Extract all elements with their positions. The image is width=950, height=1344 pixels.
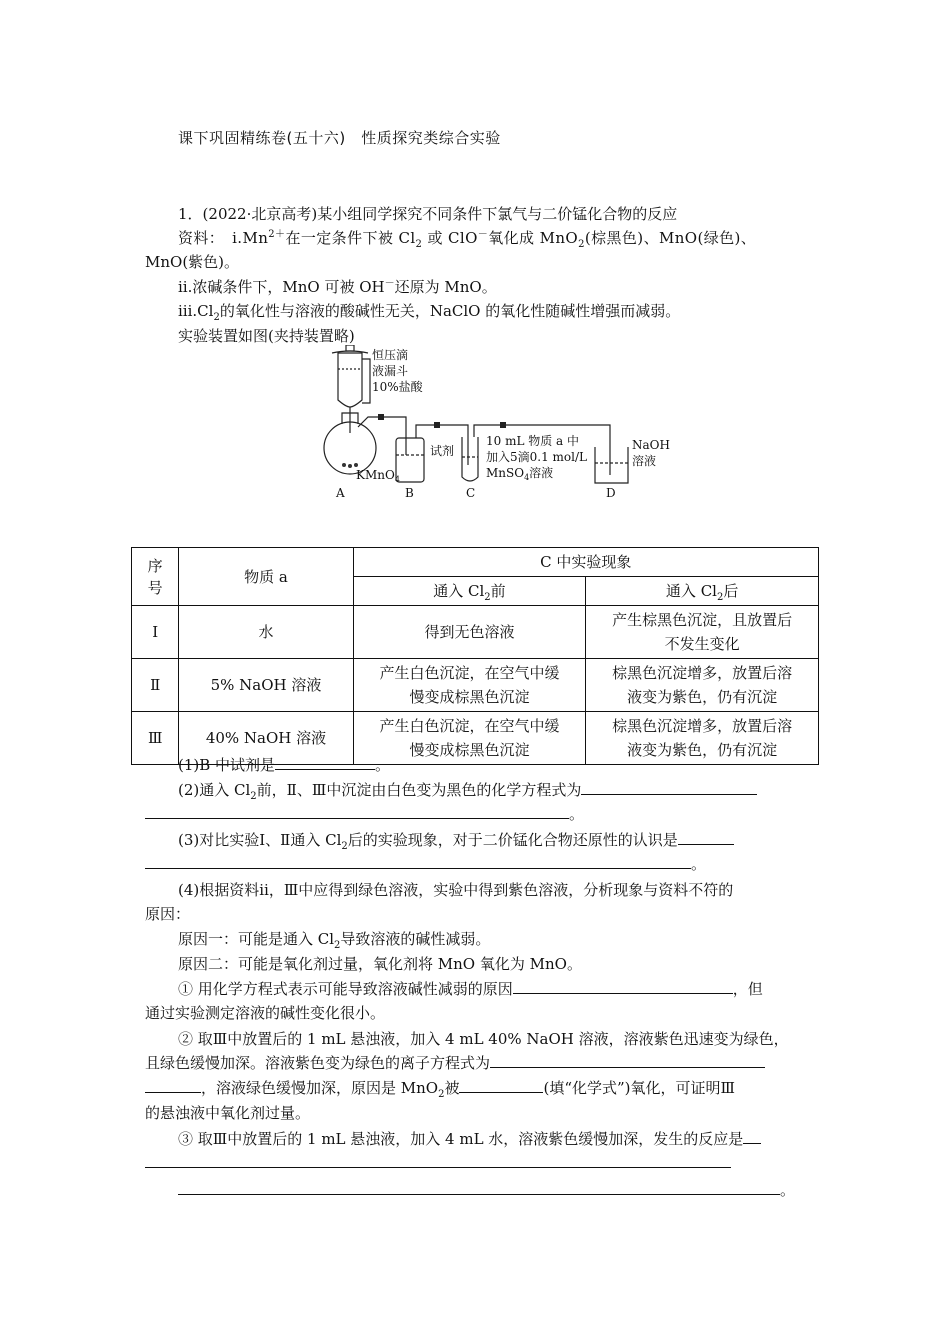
header-after: 通入 $Cl_2$后	[586, 577, 819, 606]
clamp-1	[378, 414, 384, 420]
kmno4-label: KMnO$_4$	[356, 468, 400, 484]
question-intro	[178, 204, 677, 224]
sub-question-2: ② 取Ⅲ中放置后的 1 mL 悬浊液，加入 4 mL 40% NaOH 溶液，溶液紫色迅速变为绿色，	[178, 1030, 789, 1048]
funnel-label-1: 恒压滴	[372, 348, 409, 362]
naoh-label-2: 溶液	[632, 454, 657, 468]
beaker-d	[595, 447, 628, 483]
sub-question-3: ③ 取Ⅲ中放置后的 1 mL 悬浊液，加入 4 mL 水，溶液紫色缓慢加深，发生的反应是	[178, 1129, 761, 1149]
question-text: 某小组同学探究不同条件下氯气与二价锰化合物的反应	[317, 205, 678, 223]
answer-blank-s3b[interactable]	[145, 1153, 731, 1168]
funnel-label-3: 10%盐酸	[372, 380, 423, 394]
pressure-tube	[362, 359, 370, 403]
label-c: C	[466, 486, 476, 500]
apparatus-figure	[310, 345, 690, 505]
sub-question-2-line4: 的悬浊液中氧化剂过量。	[145, 1104, 311, 1122]
answer-blank-s3a[interactable]	[743, 1129, 761, 1144]
sub-question-2-line2: 且绿色缓慢加深。溶液紫色变为绿色的离子方程式为	[145, 1053, 765, 1073]
question-number: 1．	[178, 205, 203, 223]
page-title: 课下巩固精练卷(五十六) 性质探究类综合实验	[178, 129, 501, 147]
sub-question-3-line2	[145, 1153, 731, 1173]
sub-question-2-line3: ，溶液绿色缓慢加深，原因是 MnO$_2$被 (填“化学式”)氧化，可证明Ⅲ	[145, 1078, 735, 1098]
reagent-label: 试剂	[430, 444, 455, 458]
sub-question-1-line2: 通过实验测定溶液的碱性变化很小。	[145, 1004, 386, 1022]
label-b: B	[405, 486, 414, 500]
answer-blank-2b[interactable]	[145, 804, 569, 819]
answer-blank-s2a[interactable]	[490, 1053, 765, 1068]
apparatus-intro: 实验装置如图(夹持装置略)	[178, 327, 355, 345]
answer-blank-3b[interactable]	[145, 854, 691, 869]
answer-blank-1[interactable]	[275, 755, 375, 770]
answer-blank-s2c[interactable]	[459, 1078, 543, 1093]
info-i: 资料： $ⅰ.Mn^{2+}$在一定条件下被 $Cl_2$ 或 ClO－氧化成 MnO$_2$(棕黑色)、MnO(绿色)、	[178, 229, 757, 250]
sub-question-1: ① 用化学方程式表示可能导致溶液碱性减弱的原因 ，但	[178, 980, 763, 998]
table-header-row	[132, 548, 819, 577]
info-ii: ⅱ.浓碱条件下，MnO 可被 OH－还原为 MnO。	[178, 278, 497, 296]
sub-question-3-line3: 。	[178, 1180, 795, 1200]
answer-blank-s2b[interactable]	[145, 1078, 201, 1093]
experiment-table	[131, 547, 819, 765]
question-2: (2)通入 $Cl_2$前，Ⅱ、Ⅲ中沉淀由白色变为黑色的化学方程式为	[178, 780, 757, 800]
table-row: Ⅰ 水 得到无色溶液 产生棕黑色沉淀，且放置后 不发生变化	[132, 606, 819, 659]
funnel-stopper	[346, 345, 354, 351]
funnel-label-2: 液漏斗	[372, 364, 409, 378]
info-i-line2: MnO(紫色)。	[145, 253, 240, 271]
answer-blank-s3c[interactable]	[178, 1180, 780, 1195]
header-seq: 序 号	[132, 548, 179, 606]
dropping-funnel	[338, 353, 362, 407]
question-4: (4)根据资料ⅱ，Ⅲ中应得到绿色溶液，实验中得到紫色溶液，分析现象与资料不符的	[178, 881, 734, 899]
test-tube-c	[462, 437, 478, 481]
tube-a-b	[358, 417, 406, 455]
header-phenomenon: C 中实验现象	[353, 548, 818, 577]
reason-1: 原因一：可能是通入 $Cl_2$导致溶液的碱性减弱。	[178, 930, 491, 951]
header-before: 通入 $Cl_2$前	[353, 577, 586, 606]
c-label-1: 10 mL 物质 a 中	[486, 434, 580, 448]
bottle-b	[396, 438, 424, 482]
c-label-2: 加入5滴0.1 mol/L	[486, 450, 587, 464]
question-3-line2: 。	[145, 854, 706, 874]
question-4-line2: 原因：	[145, 905, 191, 923]
question-3: (3)对比实验Ⅰ、Ⅱ通入 $Cl_2$后的实验现象，对于二价锰化合物还原性的认识是	[178, 830, 734, 850]
question-2-line2: 。	[145, 804, 584, 824]
naoh-label-1: NaOH	[632, 438, 670, 452]
answer-blank-2a[interactable]	[581, 780, 757, 795]
clamp-3	[500, 422, 506, 428]
reason-2: 原因二：可能是氧化剂过量，氧化剂将 MnO 氧化为 MnO。	[178, 955, 582, 973]
label-a: A	[336, 486, 345, 500]
question-source: (2022·北京高考)	[202, 205, 318, 223]
clamp-2	[434, 422, 440, 428]
label-d: D	[606, 486, 616, 500]
header-substance: 物质 a	[179, 548, 353, 606]
question-1: (1)B 中试剂是 。	[178, 756, 391, 774]
info-iii: $ⅲ.Cl_2$的氧化性与溶液的酸碱性无关，NaClO 的氧化性随碱性增强而减弱。	[178, 302, 681, 323]
c-label-3: MnSO$_4$溶液	[486, 466, 554, 482]
table-row: Ⅲ 40% NaOH 溶液 产生白色沉淀，在空气中缓 慢变成棕黑色沉淀 棕黑色沉淀增多，放置后溶 液变为紫色，仍有沉淀	[132, 712, 819, 765]
answer-blank-s1[interactable]	[513, 979, 733, 994]
table-row: Ⅱ 5% NaOH 溶液 产生白色沉淀，在空气中缓 慢变成棕黑色沉淀 棕黑色沉淀增多，放置后溶 液变为紫色，仍有沉淀	[132, 659, 819, 712]
answer-blank-3a[interactable]	[678, 830, 734, 845]
